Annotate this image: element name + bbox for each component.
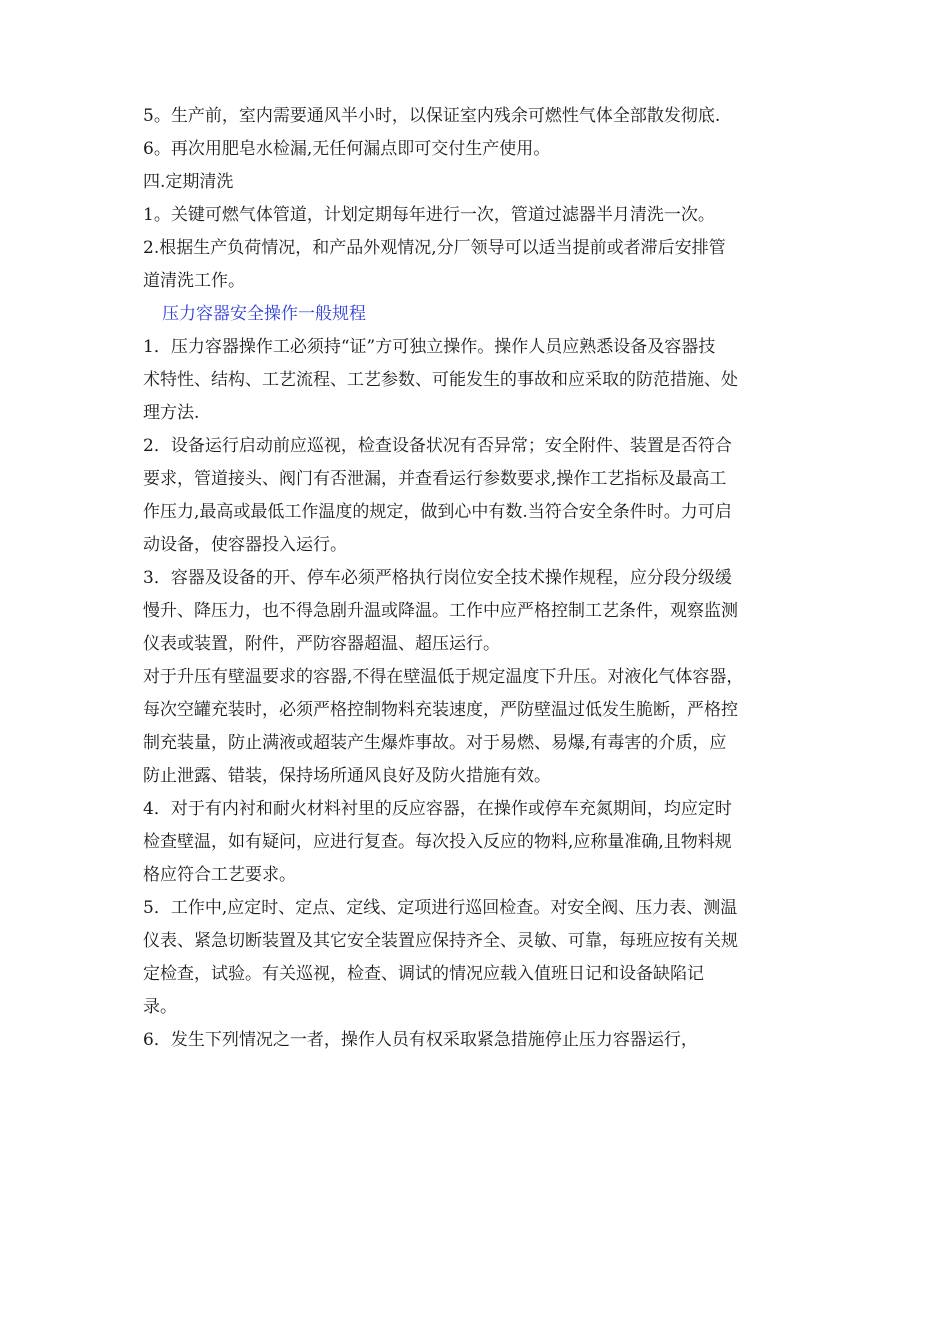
paragraph-rule-4: 4．对于有内衬和耐火材料衬里的反应容器，在操作或停车充氮期间，均应定时 检查壁温，如有疑问，应进行复查。每次投入反应的物料,应称量准确,且物料规 格应符合工艺要求。 bbox=[143, 799, 732, 885]
paragraph-rule-3-continued: 对于升压有壁温要求的容器,不得在壁温低于规定温度下升压。对液化气体容器， 每次空罐充装时，必须严格控制物料充装速度，严防壁温过低发生脆断，严格控 制充装量，防止满液或超装产生爆炸事故。对于易燃、易爆,有毒害的介质，应 防止泄露、错装，保持场所通风良好及防火措施有效。 bbox=[143, 667, 744, 786]
paragraph-cleaning-item-1: 1。关键可燃气体管道，计划定期每年进行一次，管道过滤器半月清洗一次。 bbox=[143, 205, 715, 225]
section-heading-periodic-cleaning: 四.定期清洗 bbox=[143, 172, 234, 192]
paragraph-rule-3: 3．容器及设备的开、停车必须严格执行岗位安全技术操作规程，应分段分级缓 慢升、降压力，也不得急剧升温或降温。工作中应严格控制工艺条件，观察监测 仪表或装置，附件，严防容器超温、超压运行。 bbox=[143, 568, 738, 654]
paragraph-rule-2: 2．设备运行启动前应巡视，检查设备状况有否异常；安全附件、装置是否符合 要求，管道接头、阀门有否泄漏，并查看运行参数要求,操作工艺指标及最高工 作压力,最高或最低工作温度的规定，做到心中有数.当符合安全条件时。力可启 动设备，使容器投入运行。 bbox=[143, 436, 732, 555]
paragraph-step-6-leak-check: 6。再次用肥皂水检漏,无任何漏点即可交付生产使用。 bbox=[143, 139, 551, 159]
paragraph-rule-6: 6．发生下列情况之一者，操作人员有权采取紧急措施停止压力容器运行， bbox=[143, 1030, 698, 1050]
document-body bbox=[143, 100, 823, 1057]
section-title-pressure-vessel-rules: 压力容器安全操作一般规程 bbox=[162, 304, 366, 324]
paragraph-rule-1: 1．压力容器操作工必须持“证”方可独立操作。操作人员应熟悉设备及容器技 术特性、结构、工艺流程、工艺参数、可能发生的事故和应采取的防范措施、处 理方法. bbox=[143, 337, 738, 423]
paragraph-cleaning-item-2: 2.根据生产负荷情况，和产品外观情况,分厂领导可以适当提前或者滞后安排管 道清洗工作。 bbox=[143, 238, 726, 291]
paragraph-rule-5: 5．工作中,应定时、定点、定线、定项进行巡回检查。对安全阀、压力表、测温 仪表、紧急切断装置及其它安全装置应保持齐全、灵敏、可靠，每班应按有关规 定检查，试验。有关巡视，检查、调试的情况应载入值班日记和设备缺陷记 录。 bbox=[143, 898, 738, 1017]
paragraph-step-5-ventilation: 5。生产前，室内需要通风半小时，以保证室内残余可燃性气体全部散发彻底. bbox=[143, 106, 721, 126]
